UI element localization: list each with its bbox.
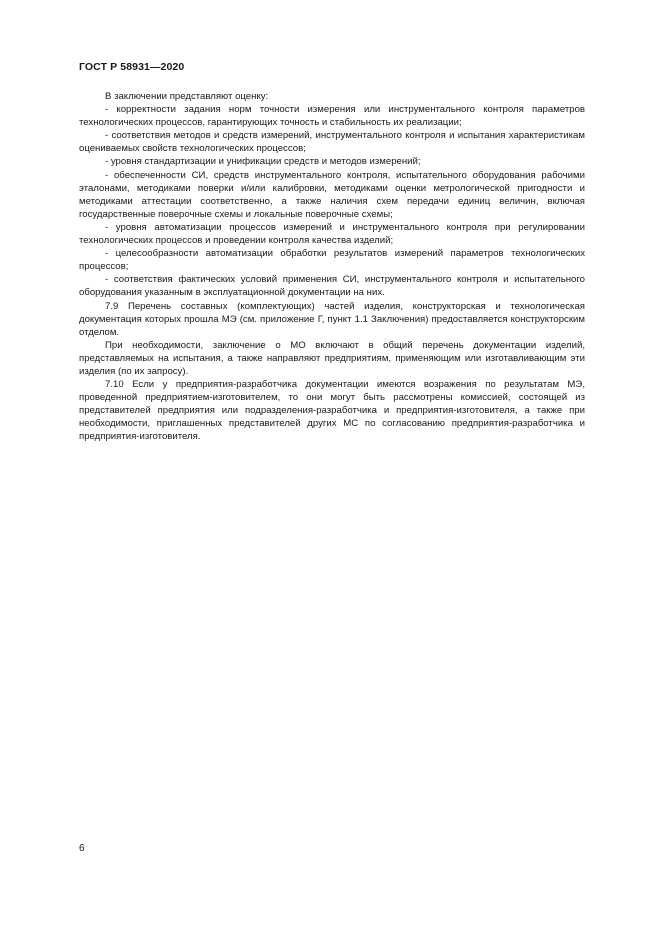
paragraph-item-standardization: - уровня стандартизации и унификации средств и методов измерений; — [105, 156, 421, 168]
paragraph-item-operating-conditions: - соответствия фактических условий применения СИ, инструментального контроля и испытательного оборудования указанным в эксплуатационной документации на них. — [79, 274, 585, 299]
paragraph-item-processing-automation: - целесообразности автоматизации обработки результатов измерений параметров технологических процессов; — [79, 248, 585, 273]
paragraph-clause-7-9: 7.9 Перечень составных (комплектующих) частей изделия, конструкторская и технологическая документация которых прошла МЭ (см. приложение Г, пункт 1.1 Заключения) предоставляется конструкторским отделом. — [79, 300, 585, 338]
paragraph-intro: В заключении представляют оценку: — [105, 91, 269, 102]
paragraph-item-provision: - обеспеченности СИ, средств инструментального контроля, испытательного оборудования рабочими эталонами, методиками поверки и/или калибровки, методиками оценки метрологической пригодности и методиками аттестации соответственно, а также наличия схем передачи единиц величин, включая государственные поверочные схемы и локальные поверочные схемы; — [79, 169, 585, 220]
page-number: 6 — [79, 843, 85, 854]
document-code-header: ГОСТ Р 58931—2020 — [79, 61, 185, 73]
paragraph-clause-7-10: 7.10 Если у предприятия-разработчика документации имеются возражения по результатам МЭ, проведенной предприятием-изготовителем, то они могут быть рассмотрены комиссией, состоящей из представителей предприятия или подразделения-разработчика и предприятия-изготовителя, а также при необходимости, приглашенных представителей других МС по согласованию предприятия-разработчика и предприятия-изготовителя. — [79, 379, 585, 443]
paragraph-clause-7-9-note: При необходимости, заключение о МО включают в общий перечень документации изделий, представляемых на испытания, а также направляют предприятиям, применяющим или изготавливающим эти изделия (по их запросу). — [79, 339, 585, 377]
paragraph-item-methods-conformity: - соответствия методов и средств измерений, инструментального контроля и испытания характеристикам оцениваемых свойств технологических процессов; — [79, 130, 585, 155]
paragraph-item-accuracy-norms: - корректности задания норм точности измерения или инструментального контроля параметров технологических процессов, гарантирующих точность и стабильность их реализации; — [79, 104, 585, 129]
paragraph-item-automation: - уровня автоматизации процессов измерений и инструментального контроля при регулировании технологических процессов и проведении контроля качества изделий; — [79, 221, 585, 247]
document-body — [79, 90, 585, 444]
